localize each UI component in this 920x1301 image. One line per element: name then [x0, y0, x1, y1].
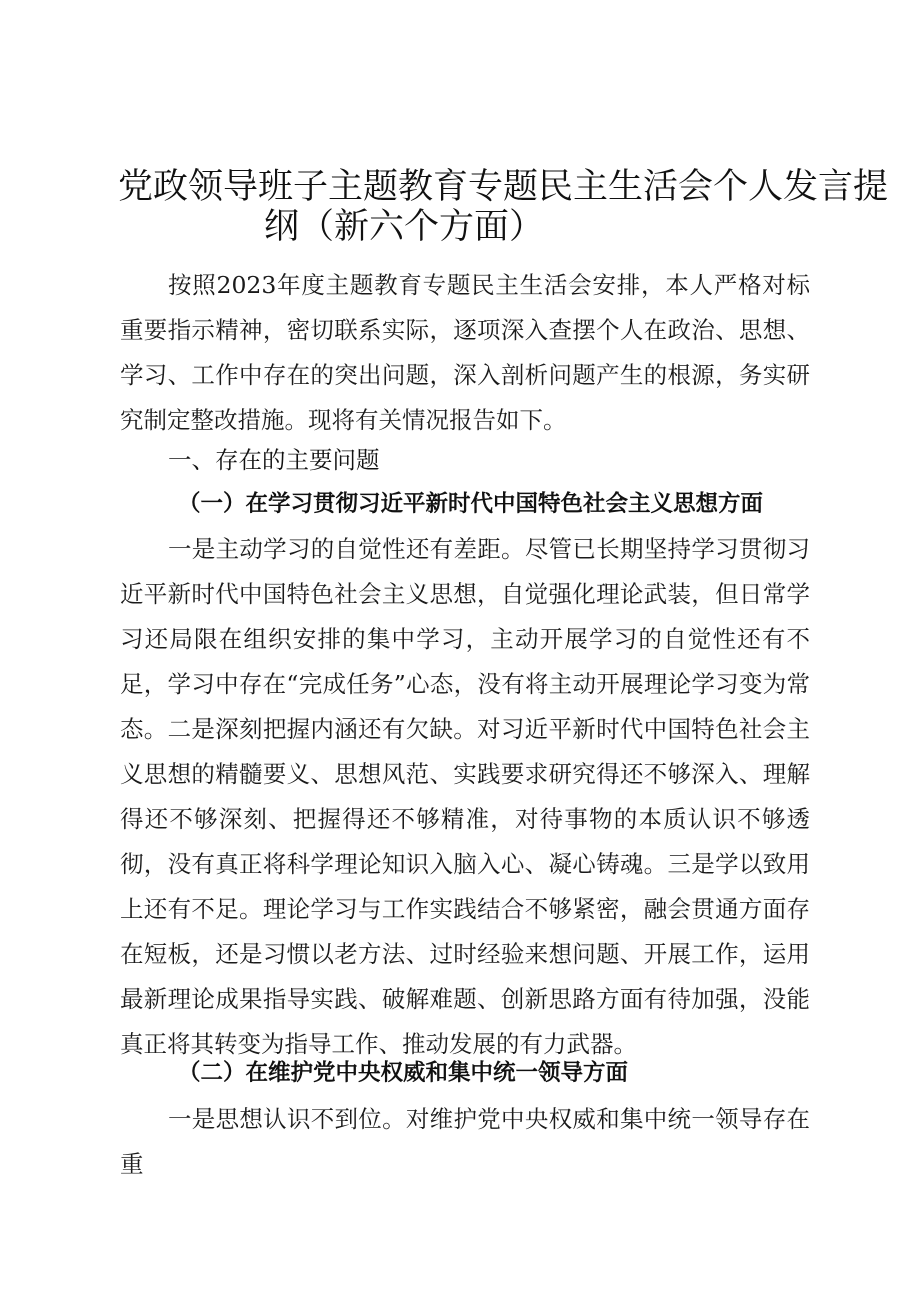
subsection-heading-2: （二）在维护党中央权威和集中统一领导方面	[178, 1060, 629, 1086]
title-line-2: 纲（新六个方面）	[264, 207, 545, 247]
section-heading-main-problems: 一、存在的主要问题	[168, 446, 380, 474]
intro-paragraph: 按照2023年度主题教育专题民主生活会安排，本人严格对标重要指示精神，密切联系实际，逐项深入查摆个人在政治、思想、学习、工作中存在的突出问题，深入剖析问题产生的根源，务实研究制定整改措施。现将有关情况报告如下。	[120, 271, 810, 434]
title-line-1: 党政领导班子主题教育专题民主生活会个人发言提	[118, 167, 889, 207]
subsection-2-paragraph: 一是思想认识不到位。对维护党中央权威和集中统一领导存在重	[120, 1105, 810, 1178]
subsection-1-paragraph: 一是主动学习的自觉性还有差距。尽管已长期坚持学习贯彻习近平新时代中国特色社会主义思想，自觉强化理论武装，但日常学习还局限在组织安排的集中学习，主动开展学习的自觉性还有不足，学习中存在“完成任务”心态，没有将主动开展理论学习变为常态。二是深刻把握内涵还有欠缺。对习近平新时代中国特色社会主义思想的精髓要义、思想风范、实践要求研究得还不够深入、理解得还不够深刻、把握得还不够精准，对待事物的本质认识不够透彻，没有真正将科学理论知识入脑入心、凝心铸魂。三是学以致用上还有不足。理论学习与工作实践结合不够紧密，融会贯通方面存在短板，还是习惯以老方法、过时经验来想问题、开展工作，运用最新理论成果指导实践、破解难题、创新思路方面有待加强，没能真正将其转变为指导工作、推动发展的有力武器。	[120, 535, 810, 1058]
subsection-heading-1: （一）在学习贯彻习近平新时代中国特色社会主义思想方面	[178, 491, 764, 517]
